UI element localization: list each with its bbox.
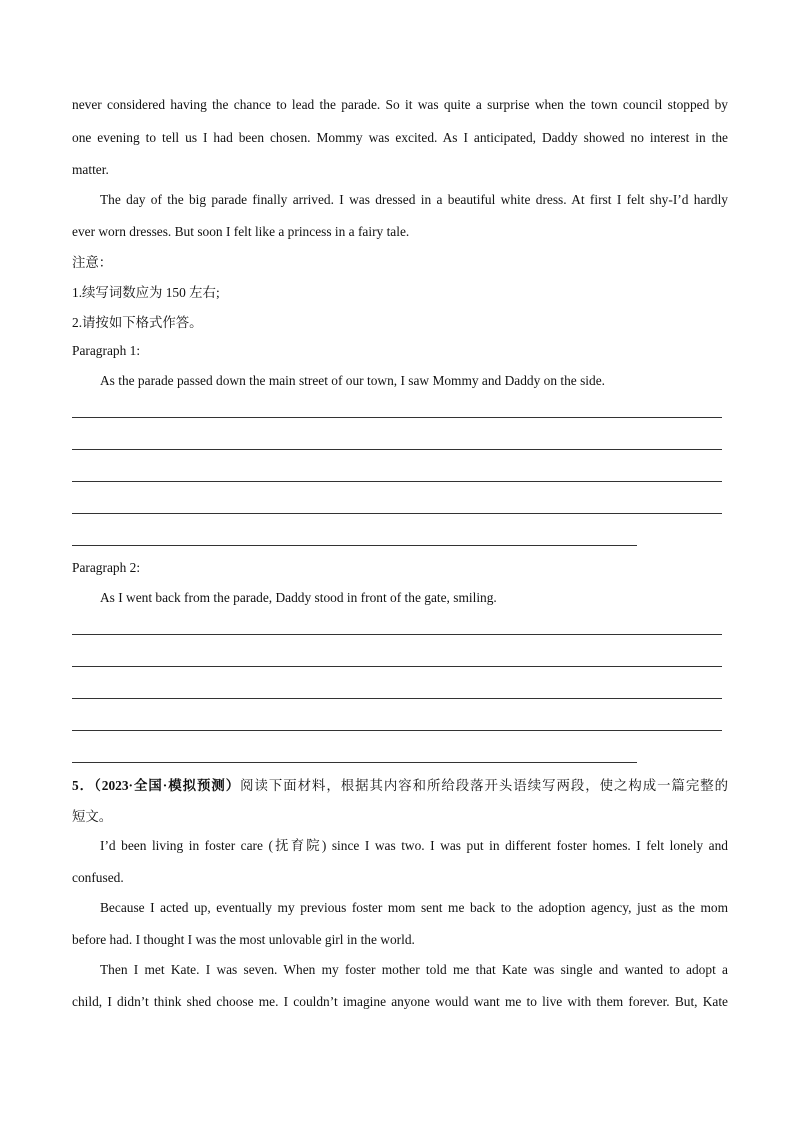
notes-heading: 注意：	[72, 255, 113, 270]
notes-item: 1.续写词数应为 150 左右;	[72, 285, 220, 300]
answer-line[interactable]	[72, 666, 722, 667]
answer-line[interactable]	[72, 417, 722, 418]
answer-line[interactable]	[72, 762, 637, 763]
answer-line[interactable]	[72, 449, 722, 450]
notes-item: 2.请按如下格式作答。	[72, 315, 203, 330]
answer-line[interactable]	[72, 730, 722, 731]
story-line: matter.	[72, 162, 109, 177]
question-number: 5．	[72, 778, 95, 793]
answer-line[interactable]	[72, 698, 722, 699]
question-source: （2023·全国·模拟预测）	[94, 778, 241, 793]
answer-line[interactable]	[72, 545, 637, 546]
passage-line: child, I didn’t think shed choose me. I couldn’t imagine anyone would want me to live with them forever. But, Kate	[72, 994, 728, 1009]
story-line: The day of the big parade finally arrived. I was dressed in a beautiful white dress. At first I felt shy-I’d hardly	[100, 192, 728, 207]
question-instruction-text: 短文。	[72, 809, 113, 824]
question-5-instruction	[72, 777, 728, 795]
story-line: one evening to tell us I had been chosen. Mommy was excited. As I anticipated, Daddy showed no interest in the	[72, 130, 728, 145]
paragraph-1-opening: As the parade passed down the main street of our town, I saw Mommy and Daddy on the side.	[100, 373, 606, 388]
story-line: never considered having the chance to lead the parade. So it was quite a surprise when the town council stopped by	[72, 97, 728, 112]
paragraph-1-label: Paragraph 1:	[72, 343, 141, 358]
question-instruction-text: 阅读下面材料，根据其内容和所给段落开头语续写两段，使之构成一篇完整的	[240, 778, 729, 793]
story-line: ever worn dresses. But soon I felt like a princess in a fairy tale.	[72, 224, 410, 239]
paragraph-2-label: Paragraph 2:	[72, 560, 141, 575]
answer-line[interactable]	[72, 634, 722, 635]
passage-line: confused.	[72, 870, 124, 885]
passage-line: Then I met Kate. I was seven. When my foster mother told me that Kate was single and wanted to adopt a	[100, 962, 728, 977]
passage-line: before had. I thought I was the most unlovable girl in the world.	[72, 932, 415, 947]
answer-line[interactable]	[72, 513, 722, 514]
paragraph-2-opening: As I went back from the parade, Daddy stood in front of the gate, smiling.	[100, 590, 497, 605]
passage-line: I’d been living in foster care (抚育院) since I was two. I was put in different foster homes. I felt lonely and	[100, 838, 728, 853]
answer-line[interactable]	[72, 481, 722, 482]
passage-line: Because I acted up, eventually my previous foster mom sent me back to the adoption agency, just as the mom	[100, 900, 728, 915]
